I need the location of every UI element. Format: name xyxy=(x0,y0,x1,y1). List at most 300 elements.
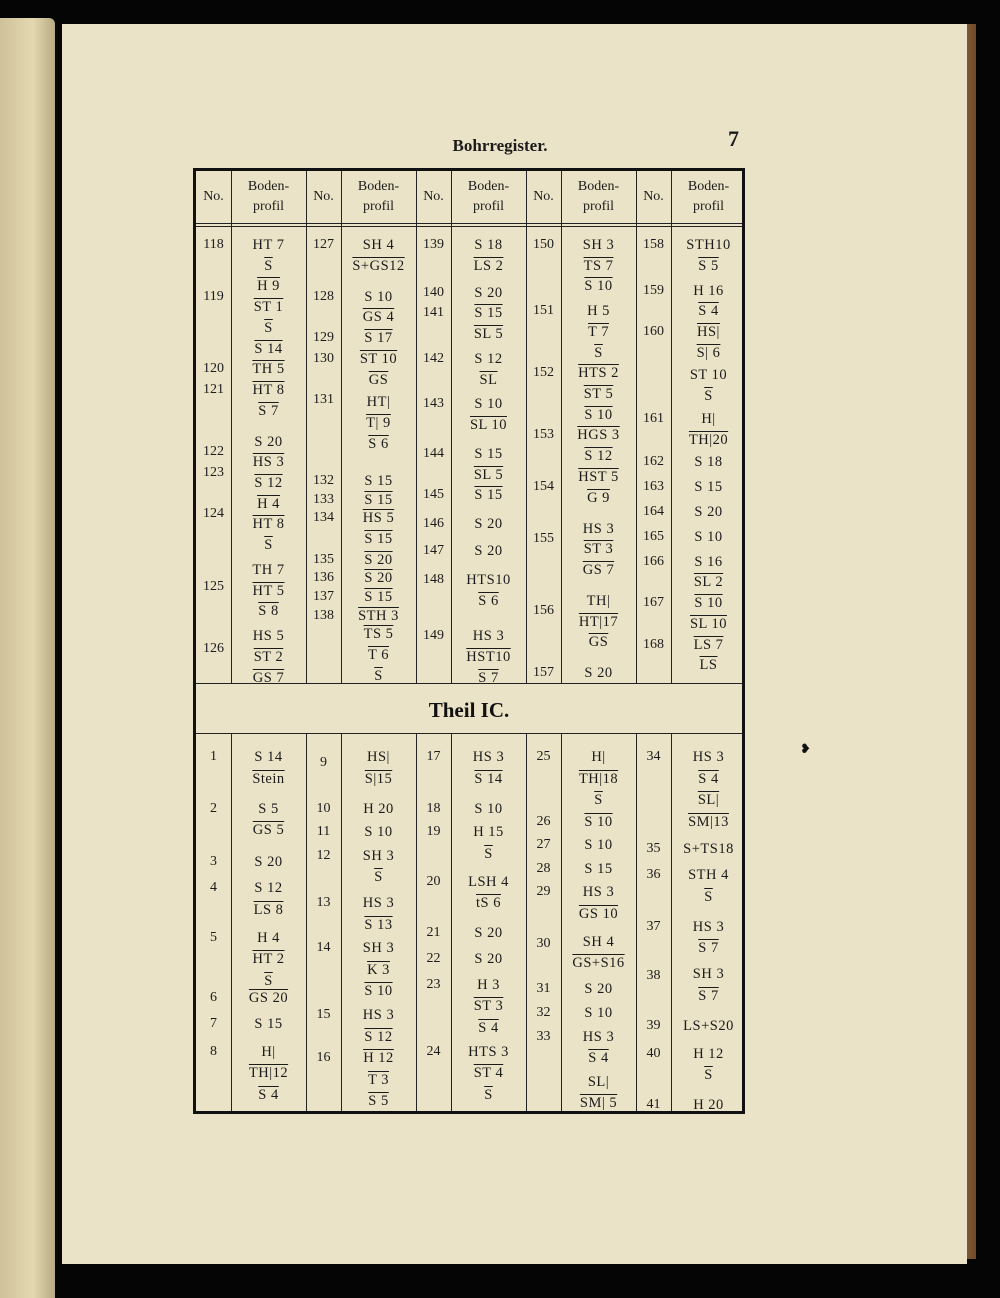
bodenprofil-entry: TH 7 xyxy=(252,561,285,578)
bohrung-number: 10 xyxy=(316,800,331,816)
bohrung-number: 21 xyxy=(426,925,441,941)
bodenprofil-entry: HS 5 xyxy=(252,628,285,645)
column-header-profil-line1: Boden- xyxy=(247,179,290,194)
column-header-profil-line1: Boden- xyxy=(467,179,510,194)
bodenprofil-entry: $\overline{S}$ xyxy=(264,319,273,336)
bohrung-number: 153 xyxy=(533,427,554,443)
bodenprofil-entry: S 15 xyxy=(254,1015,283,1032)
bohrung-number: 152 xyxy=(533,365,554,381)
bohrung-number: 12 xyxy=(316,847,331,863)
bohrung-number: 29 xyxy=(536,884,551,900)
bodenprofil-entry: S 10 xyxy=(584,837,613,854)
bohrung-number: 135 xyxy=(313,551,334,567)
column-header-profil-line1: Boden- xyxy=(687,179,730,194)
bodenprofil-entry: $\overline{S}$ xyxy=(704,888,713,905)
bohrung-number: 151 xyxy=(533,303,554,319)
bohrung-number: 18 xyxy=(426,800,441,816)
bodenprofil-entry: S 13 xyxy=(364,916,393,933)
column-header-profil-line2: profil xyxy=(582,199,615,214)
bohrung-number: 144 xyxy=(423,446,444,462)
bodenprofil-entry: LS 8 xyxy=(253,901,284,918)
bodenprofil-entry: S 20 xyxy=(474,925,503,942)
bohrung-number: 164 xyxy=(643,504,664,520)
bohrung-number: 11 xyxy=(316,824,331,840)
bohrung-number: 157 xyxy=(533,665,554,681)
bodenprofil-entry: SL 5 xyxy=(473,466,504,483)
bodenprofil-entry: LS 7 xyxy=(693,636,724,653)
bohrung-number: 137 xyxy=(313,588,334,604)
bodenprofil-entry: LSH 4 xyxy=(468,873,509,890)
bodenprofil-entry: ST 3 xyxy=(583,541,614,558)
bodenprofil-entry: HS| xyxy=(367,749,390,765)
bodenprofil-entry: STH10 xyxy=(686,237,731,253)
bodenprofil-entry: TS 7 xyxy=(583,257,614,274)
bohrung-number: 139 xyxy=(423,237,444,252)
bohrung-number: 16 xyxy=(316,1050,331,1065)
bodenprofil-entry: S 10 xyxy=(474,800,503,817)
bohrung-number: 150 xyxy=(533,237,554,252)
bohrung-number: 33 xyxy=(536,1028,551,1044)
bodenprofil-entry: S 10 xyxy=(694,528,723,545)
bodenprofil-entry: S 15 xyxy=(474,305,503,322)
bodenprofil-entry: HTS10 xyxy=(466,572,511,589)
bohrung-number: 133 xyxy=(313,491,334,507)
bodenprofil-entry: SL| xyxy=(697,792,720,808)
bodenprofil-entry: H 4 xyxy=(257,929,280,946)
column-header-profil-line2: profil xyxy=(362,199,395,214)
bodenprofil-entry: $\overline{S}$ xyxy=(484,1086,493,1103)
bodenprofil-entry: S 5 xyxy=(258,800,279,817)
bodenprofil-entry: HST10 xyxy=(466,648,511,665)
bodenprofil-entry: H 9 xyxy=(257,278,280,295)
bohrung-number: 27 xyxy=(536,837,551,853)
column-header-profil xyxy=(231,177,306,217)
bodenprofil-entry: S 15 xyxy=(584,860,613,877)
bodenprofil-entry: SH 3 xyxy=(362,940,395,957)
bodenprofil-entry: S 4 xyxy=(698,303,719,320)
bodenprofil-entry: HT 7 xyxy=(252,237,285,253)
column-header-profil xyxy=(561,177,636,217)
bodenprofil-entry: HS| xyxy=(697,323,720,340)
bodenprofil-entry: tS 6 xyxy=(476,895,501,912)
bohrung-number: 167 xyxy=(643,595,664,611)
bodenprofil-entry: S 16 xyxy=(694,553,723,570)
bodenprofil-entry: S 12 xyxy=(254,475,283,492)
bodenprofil-entry: S 6 xyxy=(478,593,499,610)
bohrung-number: 142 xyxy=(423,350,444,366)
bohrung-number: 4 xyxy=(210,880,217,896)
bodenprofil-entry: S|15 xyxy=(364,770,393,787)
bohrung-number: 156 xyxy=(533,603,554,619)
bohrung-number: 128 xyxy=(313,288,334,304)
bodenprofil-entry: $\overline{S}$ xyxy=(264,972,273,989)
bohrung-number: 124 xyxy=(203,506,224,522)
margin-mark: ❥ xyxy=(800,741,811,756)
bodenprofil-entry: HTS 3 xyxy=(468,1043,509,1060)
bodenprofil-entry: GS 5 xyxy=(252,822,285,839)
bodenprofil-entry: S 14 xyxy=(254,340,283,357)
bodenprofil-entry: $\overline{S}$ xyxy=(594,344,603,361)
header-rule xyxy=(196,223,742,224)
bohrung-number: 130 xyxy=(313,350,334,366)
bodenprofil-entry: SM| 5 xyxy=(579,1095,618,1112)
bodenprofil-entry: $\overline{S}$ xyxy=(264,537,273,554)
bodenprofil-entry: GS+S16 xyxy=(572,955,625,972)
column-header-no: No. xyxy=(533,189,554,204)
bodenprofil-entry: STH 4 xyxy=(688,867,729,884)
bodenprofil-entry: SH 3 xyxy=(362,847,395,864)
bodenprofil-entry: S 17 xyxy=(364,330,393,347)
bodenprofil-entry: HS 3 xyxy=(692,918,725,935)
bodenprofil-entry: ST 10 xyxy=(689,367,728,384)
bodenprofil-entry: $\overline{SL}$ xyxy=(479,371,498,388)
bodenprofil-entry: ST 10 xyxy=(359,350,398,367)
bodenprofil-entry: S 14 xyxy=(474,770,503,787)
bohrung-number: 134 xyxy=(313,510,334,526)
bohrung-number: 120 xyxy=(203,361,224,377)
bodenprofil-entry: HGS 3 xyxy=(577,427,620,444)
bodenprofil-entry: S 10 xyxy=(364,288,393,305)
bodenprofil-entry: H 5 xyxy=(587,303,610,320)
page-number: 7 xyxy=(728,126,739,151)
bodenprofil-entry: K 3 xyxy=(367,961,390,978)
bohrung-number: 31 xyxy=(536,981,551,997)
bodenprofil-entry: S 15 xyxy=(364,472,393,489)
bodenprofil-entry: $\overline{S}$ xyxy=(484,845,493,862)
bohrung-number: 6 xyxy=(210,989,217,1005)
bodenprofil-entry: HS 3 xyxy=(692,749,725,765)
bodenprofil-entry: H 15 xyxy=(473,824,504,841)
bodenprofil-entry: H 3 xyxy=(477,976,500,993)
bohrung-number: 160 xyxy=(643,323,664,339)
bodenprofil-entry: ST 4 xyxy=(473,1065,504,1082)
column-header-profil-line1: Boden- xyxy=(577,179,620,194)
bodenprofil-entry: H 12 xyxy=(693,1045,724,1062)
bodenprofil-entry: S 10 xyxy=(694,595,723,612)
bohrung-number: 17 xyxy=(426,749,441,764)
bodenprofil-entry: H| xyxy=(591,749,606,765)
bodenprofil-entry: S 10 xyxy=(584,1004,613,1021)
bohrung-number: 23 xyxy=(426,976,441,992)
bodenprofil-entry: S 18 xyxy=(694,454,723,471)
bohrung-number: 14 xyxy=(316,940,331,956)
bohrung-number: 148 xyxy=(423,572,444,588)
bohrung-number: 166 xyxy=(643,553,664,569)
column-header-profil-line2: profil xyxy=(252,199,285,214)
bohrung-number: 123 xyxy=(203,464,224,480)
bohrung-number: 15 xyxy=(316,1007,331,1022)
bodenprofil-entry: HS 5 xyxy=(362,510,395,527)
bodenprofil-entry: S 4 xyxy=(258,1086,279,1103)
bodenprofil-entry: HS 3 xyxy=(582,520,615,537)
bohrung-number: 35 xyxy=(646,841,661,857)
column-header-no: No. xyxy=(313,189,334,204)
bodenprofil-entry: HST 5 xyxy=(578,468,619,485)
bodenprofil-entry: H 4 xyxy=(257,495,280,512)
bodenprofil-entry: S 7 xyxy=(478,669,499,686)
bodenprofil-entry: S 8 xyxy=(258,603,279,620)
bohrung-number: 149 xyxy=(423,628,444,644)
bodenprofil-entry: S 20 xyxy=(474,284,503,301)
bohrung-number: 28 xyxy=(536,860,551,876)
bohrung-number: 30 xyxy=(536,936,551,952)
bohrung-number: 159 xyxy=(643,282,664,298)
bodenprofil-entry: HTS 2 xyxy=(578,365,619,382)
bohrung-number: 25 xyxy=(536,749,551,764)
bodenprofil-entry: S 12 xyxy=(584,448,613,465)
bohrung-number: 22 xyxy=(426,951,441,967)
bohrung-number: 9 xyxy=(320,755,327,771)
bohrung-number: 125 xyxy=(203,578,224,594)
bodenprofil-entry: S 10 xyxy=(584,406,613,423)
bohrung-number: 40 xyxy=(646,1045,661,1061)
bodenprofil-entry: S 20 xyxy=(694,504,723,521)
bodenprofil-entry: GS 10 xyxy=(578,905,619,922)
bohrung-number: 136 xyxy=(313,570,334,586)
bodenprofil-entry: S 20 xyxy=(474,543,503,560)
bohrung-number: 2 xyxy=(210,800,217,816)
column-header-profil-line2: profil xyxy=(692,199,725,214)
bodenprofil-entry: STH 3 xyxy=(358,607,399,624)
bodenprofil-entry: HT 8 xyxy=(252,516,285,533)
bodenprofil-entry: SH 4 xyxy=(582,933,615,950)
bodenprofil-entry: S 7 xyxy=(698,940,719,957)
bodenprofil-entry: ST 5 xyxy=(583,386,614,403)
bohrung-number: 122 xyxy=(203,444,224,459)
bodenprofil-entry: H 12 xyxy=(363,1050,394,1066)
bodenprofil-entry: S 4 xyxy=(698,770,719,787)
bodenprofil-entry: HT 8 xyxy=(252,381,285,398)
bohrung-number: 24 xyxy=(426,1043,441,1059)
bodenprofil-entry: $\overline{S}$ xyxy=(264,257,273,274)
bohrung-number: 138 xyxy=(313,607,334,623)
bodenprofil-entry: S| 6 xyxy=(696,344,721,361)
bodenprofil-entry: S 10 xyxy=(584,278,613,295)
bohrregister-table xyxy=(193,168,745,1114)
section-heading: Theil IC. xyxy=(428,698,510,722)
bodenprofil-entry: $\overline{S}$ xyxy=(594,792,603,808)
bohrung-number: 163 xyxy=(643,479,664,495)
bodenprofil-entry: SH 3 xyxy=(692,966,725,983)
bodenprofil-entry: H| xyxy=(261,1043,276,1060)
column-header-profil-line2: profil xyxy=(472,199,505,214)
bohrung-number: 32 xyxy=(536,1004,551,1020)
bodenprofil-entry: TH|12 xyxy=(248,1065,289,1082)
bodenprofil-entry: HS 3 xyxy=(362,1007,395,1023)
bodenprofil-entry: HT 5 xyxy=(252,582,285,599)
bohrung-number: 26 xyxy=(536,813,551,829)
bodenprofil-entry: S 15 xyxy=(364,588,393,605)
bodenprofil-entry: S 12 xyxy=(474,350,503,367)
bodenprofil-entry: ST 2 xyxy=(253,648,284,665)
bohrung-number: 140 xyxy=(423,284,444,300)
bodenprofil-entry: T 3 xyxy=(368,1071,389,1088)
bodenprofil-entry: TH|20 xyxy=(688,431,729,448)
bodenprofil-entry: S 15 xyxy=(364,491,393,508)
bodenprofil-entry: S 20 xyxy=(584,665,613,682)
bodenprofil-entry: HS 3 xyxy=(472,749,505,765)
bodenprofil-entry: S 7 xyxy=(698,987,719,1004)
bohrung-number: 34 xyxy=(646,749,661,764)
bohrung-number: 118 xyxy=(203,237,224,252)
bodenprofil-entry: H 20 xyxy=(363,800,394,817)
bodenprofil-entry: TH 5 xyxy=(252,361,285,378)
bodenprofil-entry: LS 2 xyxy=(473,257,504,274)
bodenprofil-entry: S 4 xyxy=(478,1019,499,1036)
bodenprofil-entry: GS 20 xyxy=(248,989,289,1006)
bohrung-number: 3 xyxy=(210,854,217,870)
bohrung-number: 119 xyxy=(203,288,224,304)
bohrung-number: 5 xyxy=(210,929,217,945)
bodenprofil-entry: HS 3 xyxy=(582,1028,615,1045)
bodenprofil-entry: S 10 xyxy=(474,396,503,413)
bodenprofil-entry: S 20 xyxy=(254,433,283,450)
bodenprofil-entry: S 20 xyxy=(364,551,393,568)
bodenprofil-entry: H 20 xyxy=(693,1097,724,1114)
bohrung-number: 165 xyxy=(643,528,664,544)
bohrung-number: 161 xyxy=(643,410,664,426)
bohrung-number: 19 xyxy=(426,824,441,840)
bodenprofil-entry: S 18 xyxy=(474,237,503,253)
bodenprofil-entry: S+TS18 xyxy=(683,841,734,858)
bodenprofil-entry: S 10 xyxy=(584,813,613,830)
bodenprofil-entry: SL 5 xyxy=(473,326,504,342)
bodenprofil-entry: GS 7 xyxy=(582,561,615,578)
bodenprofil-entry: S 10 xyxy=(364,824,393,841)
bodenprofil-entry: S 7 xyxy=(258,402,279,419)
bodenprofil-entry: S+GS12 xyxy=(352,257,405,274)
bodenprofil-entry: HS 3 xyxy=(252,454,285,471)
bodenprofil-entry: S 5 xyxy=(368,1093,389,1109)
bodenprofil-entry: $\overline{S}$ xyxy=(704,388,713,405)
column-header-profil xyxy=(671,177,746,217)
bodenprofil-entry: H 16 xyxy=(693,282,724,299)
bodenprofil-entry: S 15 xyxy=(474,487,503,504)
bodenprofil-entry: TH| xyxy=(586,593,611,610)
bohrung-number: 8 xyxy=(210,1043,217,1059)
bodenprofil-entry: S 20 xyxy=(364,570,393,587)
bodenprofil-entry: S 15 xyxy=(474,446,503,463)
header-rule-double xyxy=(196,226,742,227)
bohrung-number: 20 xyxy=(426,873,441,889)
bohrung-number: 158 xyxy=(643,237,664,252)
bohrung-number: 168 xyxy=(643,636,664,652)
bodenprofil-entry: $\overline{LS}$ xyxy=(699,657,718,674)
column-divider xyxy=(526,733,527,1111)
bohrung-number: 155 xyxy=(533,530,554,546)
bohrung-number: 145 xyxy=(423,487,444,503)
bodenprofil-entry: S 12 xyxy=(364,1028,393,1045)
bohrung-number: 13 xyxy=(316,895,331,911)
column-header-profil xyxy=(451,177,526,217)
bodenprofil-entry: S 10 xyxy=(364,983,393,1000)
bohrung-number: 132 xyxy=(313,472,334,488)
bodenprofil-entry: S 5 xyxy=(698,257,719,274)
bodenprofil-entry: ST 3 xyxy=(473,998,504,1015)
running-head: Bohrregister. xyxy=(452,136,548,155)
bodenprofil-entry: S 20 xyxy=(474,951,503,968)
bodenprofil-entry: HT|17 xyxy=(578,613,619,630)
bodenprofil-entry: $\overline{S}$ xyxy=(374,869,383,886)
bohrung-number: 131 xyxy=(313,392,334,408)
bodenprofil-entry: SM|13 xyxy=(688,813,729,830)
bodenprofil-entry: S 14 xyxy=(254,749,283,765)
column-header-profil-line1: Boden- xyxy=(357,179,400,194)
bodenprofil-entry: HS 3 xyxy=(472,628,505,645)
bodenprofil-entry: S 20 xyxy=(584,981,613,998)
bodenprofil-entry: S 20 xyxy=(474,516,503,533)
bodenprofil-entry: H| xyxy=(701,410,716,427)
section-rule-lower xyxy=(196,733,742,734)
bodenprofil-entry: HS 3 xyxy=(582,884,615,901)
bodenprofil-entry: GS 4 xyxy=(362,309,395,326)
bohrung-number: 7 xyxy=(210,1015,217,1031)
bodenprofil-entry: T| 9 xyxy=(366,415,391,432)
bodenprofil-entry: $\overline{S}$ xyxy=(704,1067,713,1084)
bodenprofil-entry: $\overline{GS}$ xyxy=(588,634,609,651)
bodenprofil-entry: SH 4 xyxy=(362,237,395,253)
bodenprofil-entry: LS+S20 xyxy=(683,1017,734,1034)
bodenprofil-entry: HT| xyxy=(366,394,391,411)
bodenprofil-entry: Stein xyxy=(252,770,285,787)
bohrung-number: 162 xyxy=(643,454,664,470)
previous-page-edge xyxy=(0,18,55,1298)
bodenprofil-entry: ST 1 xyxy=(253,299,284,316)
bodenprofil-entry: S 4 xyxy=(588,1050,609,1066)
bohrung-number: 146 xyxy=(423,516,444,532)
bohrung-number: 127 xyxy=(313,237,334,252)
bodenprofil-entry: T 6 xyxy=(368,646,389,663)
column-header-no: No. xyxy=(423,189,444,204)
column-header-no: No. xyxy=(643,189,664,204)
bohrung-number: 147 xyxy=(423,543,444,559)
bodenprofil-entry: S 15 xyxy=(694,479,723,496)
column-header-profil xyxy=(341,177,416,217)
bohrung-number: 154 xyxy=(533,479,554,495)
bodenprofil-entry: SL 10 xyxy=(469,417,507,434)
bodenprofil-entry: HS 3 xyxy=(362,895,395,912)
column-header-no: No. xyxy=(203,189,224,204)
bodenprofil-entry: SL| xyxy=(587,1073,610,1090)
bodenprofil-entry: HT 2 xyxy=(252,951,285,968)
bodenprofil-entry: $\overline{GS}$ xyxy=(368,371,389,388)
bodenprofil-entry: SL 10 xyxy=(689,615,727,632)
bodenprofil-entry: S 20 xyxy=(254,854,283,871)
bohrung-number: 38 xyxy=(646,968,661,984)
bohrung-number: 36 xyxy=(646,867,661,883)
bodenprofil-entry: GS 7 xyxy=(252,669,285,686)
bohrung-number: 126 xyxy=(203,640,224,656)
bohrung-number: 121 xyxy=(203,381,224,397)
bodenprofil-entry: T 7 xyxy=(588,323,609,340)
bohrung-number: 143 xyxy=(423,396,444,412)
bohrung-number: 41 xyxy=(646,1097,661,1113)
bohrung-number: 129 xyxy=(313,330,334,346)
bodenprofil-entry: TS 5 xyxy=(363,626,394,643)
bohrung-number: 37 xyxy=(646,918,661,934)
bodenprofil-entry: SH 3 xyxy=(582,237,615,253)
bodenprofil-entry: S 6 xyxy=(368,435,389,452)
bodenprofil-entry: TH|18 xyxy=(578,770,619,787)
bohrung-number: 39 xyxy=(646,1017,661,1033)
bodenprofil-entry: S 12 xyxy=(254,880,283,897)
bohrung-number: 1 xyxy=(210,749,217,764)
bodenprofil-entry: $\overline{S}$ xyxy=(374,667,383,684)
bodenprofil-entry: S 15 xyxy=(364,530,393,547)
bohrung-number: 141 xyxy=(423,305,444,321)
bodenprofil-entry: SL 2 xyxy=(693,574,724,591)
bodenprofil-entry: G 9 xyxy=(587,489,610,506)
